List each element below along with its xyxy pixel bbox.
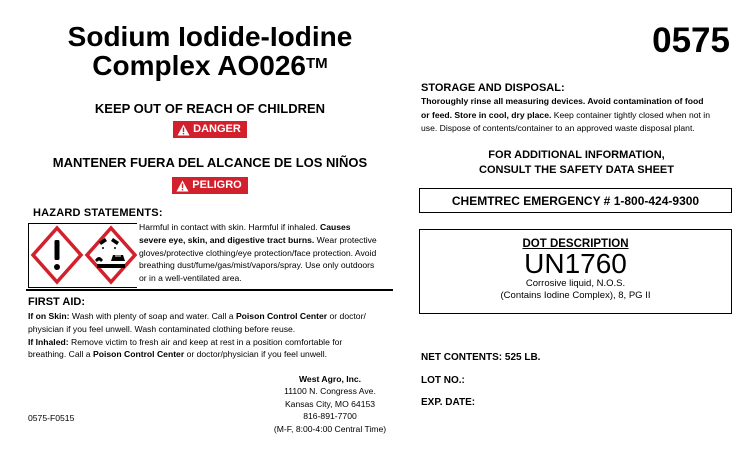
first-aid-title: FIRST AID: <box>28 296 86 308</box>
chemtrec-emergency-box <box>419 188 732 213</box>
product-title <box>0 22 420 80</box>
expiration-date: EXP. DATE: <box>421 397 476 408</box>
peligro-label: PELIGRO <box>192 179 242 191</box>
storage-title: STORAGE AND DISPOSAL: <box>421 82 565 94</box>
un-number: UN1760 <box>524 248 627 279</box>
keep-out-spanish: MANTENER FUERA DEL ALCANCE DE LOS NIÑOS <box>52 155 368 170</box>
product-title-line1: Sodium Iodide-Iodine <box>67 21 353 52</box>
trademark: TM <box>306 55 328 72</box>
warning-triangle-icon <box>176 180 189 192</box>
keep-out-english: KEEP OUT OF REACH OF CHILDREN <box>94 101 326 116</box>
company-name: West Agro, Inc. <box>298 374 362 384</box>
dot-title: DOT DESCRIPTION <box>522 238 629 250</box>
hazard-statements-text: Harmful in contact with skin. Harmful if inhaled. Causes severe eye, skin, and digestive tract burns. Wear protective gloves/protective clothing/eye protection/face protection. Avoid breathing dust/fume/gas/mist/vapors/spray. Use only outdoors or in a well-ventilated area. <box>139 222 377 284</box>
company-address: West Agro, Inc. 11100 N. Congress Ave. Kansas City, MO 64153 816-891-7700 (M-F, 8:00-4:00 Central Time) <box>270 373 390 435</box>
ghs-pictograms <box>28 223 137 288</box>
form-code: 0575-F0515 <box>28 413 75 423</box>
danger-signal-badge <box>173 121 247 138</box>
section-divider <box>26 289 393 291</box>
storage-text: Thoroughly rinse all measuring devices. Avoid contamination of food or feed. Store in cool, dry place. Keep container tightly closed when not in use. Dispose of contents/container to an approved waste disposal plant. <box>421 96 710 133</box>
warning-triangle-icon <box>177 124 190 136</box>
corrosion-icon <box>87 228 135 282</box>
first-aid-text: If on Skin: Wash with plenty of soap and water. Call a Poison Control Center or doctor/ physician if you feel unwell. Wash contaminated clothing before reuse. If Inhaled: Remove victim to fresh air and keep at rest in a position comfortable for breathing. Call a Poison Control Center or doctor/physician if you feel unwell. <box>28 311 366 360</box>
danger-label: DANGER <box>193 123 241 135</box>
additional-info: FOR ADDITIONAL INFORMATION, CONSULT THE SAFETY DATA SHEET <box>479 149 674 176</box>
peligro-signal-badge <box>172 177 248 194</box>
dot-description-box: DOT DESCRIPTION UN1760 Corrosive liquid, N.O.S. (Contains Iodine Complex), 8, PG II <box>419 229 732 314</box>
lot-number: LOT NO.: <box>421 375 465 386</box>
chemtrec-emergency: CHEMTREC EMERGENCY # 1-800-424-9300 <box>451 193 700 208</box>
hazard-statements-title: HAZARD STATEMENTS: <box>33 207 163 219</box>
exclamation-mark-icon <box>33 228 81 282</box>
net-contents: NET CONTENTS: 525 LB. <box>421 352 541 363</box>
product-title-line2: Complex AO026 <box>92 50 307 81</box>
product-code: 0575 <box>652 21 730 60</box>
company-phone: 816-891-7700 <box>303 411 357 422</box>
